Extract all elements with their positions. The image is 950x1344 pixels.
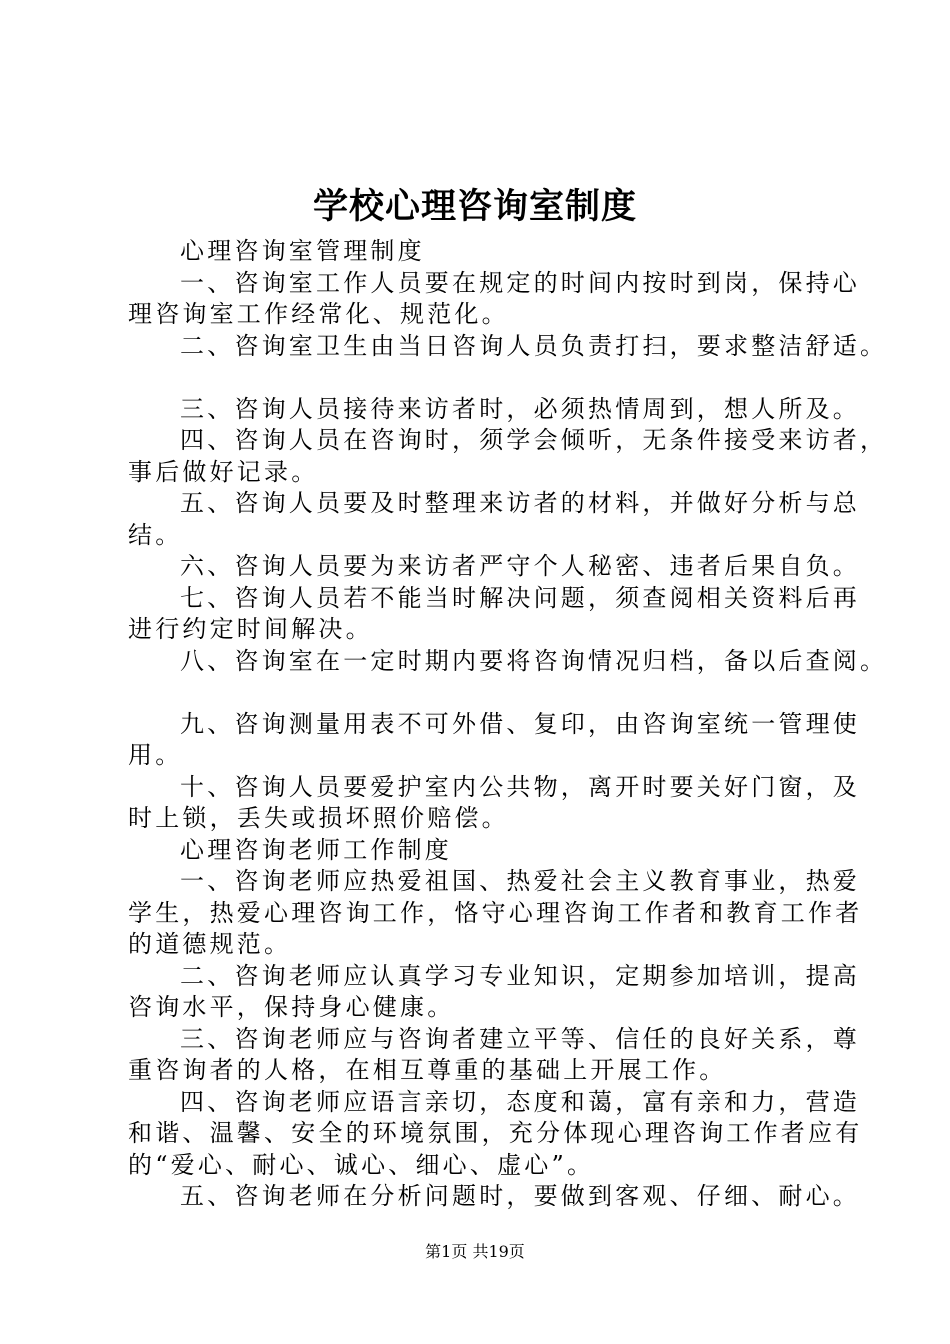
- paragraph-line: 五、咨询人员要及时整理来访者的材料，并做好分析与总: [180, 489, 860, 517]
- paragraph-line: 七、咨询人员若不能当时解决问题，须查阅相关资料后再: [180, 583, 860, 612]
- paragraph-line: 的“爱心、耐心、诚心、细心、虚心”。: [128, 1150, 595, 1179]
- document-title: 学校心理咨询室制度: [312, 186, 637, 227]
- paragraph-line: 九、咨询测量用表不可外借、复印，由咨询室统一管理使: [180, 709, 860, 738]
- paragraph-line: 一、咨询老师应热爱祖国、热爱社会主义教育事业，热爱: [180, 867, 860, 895]
- paragraph-line: 咨询水平，保持身心健康。: [128, 993, 455, 1021]
- paragraph-line: 三、咨询人员接待来访者时，必须热情周到，想人所及。: [180, 394, 860, 423]
- paragraph-line: 四、咨询老师应语言亲切，态度和蔼，富有亲和力，营造: [180, 1087, 860, 1116]
- paragraph-line: 十、咨询人员要爱护室内公共物，离开时要关好门窗，及: [180, 772, 860, 801]
- paragraph-line: 结。: [128, 520, 183, 549]
- paragraph-line: 进行约定时间解决。: [128, 615, 373, 643]
- paragraph-line: 五、咨询老师在分析问题时，要做到客观、仔细、耐心。: [180, 1182, 860, 1210]
- paragraph-line: 六、咨询人员要为来访者严守个人秘密、违者后果自负。: [180, 552, 860, 580]
- paragraph-line: 和谐、温馨、安全的环境氛围，充分体现心理咨询工作者应有: [128, 1119, 863, 1147]
- document-body: [128, 236, 888, 1213]
- paragraph-line: 八、咨询室在一定时期内要将咨询情况归档，备以后查阅。: [180, 646, 888, 675]
- paragraph-line: 理咨询室工作经常化、规范化。: [128, 300, 509, 328]
- page-number-footer: 第1页 共19页: [425, 1242, 525, 1261]
- paragraph-line: 四、咨询人员在咨询时，须学会倾听，无条件接受来访者，: [180, 426, 888, 454]
- blank-line: [128, 362, 854, 394]
- paragraph-line: 事后做好记录。: [128, 457, 319, 486]
- paragraph-line: 时上锁，丢失或损坏照价赔偿。: [128, 804, 509, 832]
- paragraph-line: 的道德规范。: [128, 930, 292, 958]
- paragraph-line: 用。: [128, 741, 183, 769]
- paragraph-line: 一、咨询室工作人员要在规定的时间内按时到岗，保持心: [180, 268, 860, 297]
- paragraph-line: 学生，热爱心理咨询工作，恪守心理咨询工作者和教育工作者: [128, 898, 863, 927]
- blank-line: [128, 677, 854, 709]
- paragraph-line: 二、咨询室卫生由当日咨询人员负责打扫，要求整洁舒适。: [180, 331, 888, 360]
- paragraph-line: 重咨询者的人格，在相互尊重的基础上开展工作。: [128, 1056, 727, 1084]
- paragraph-line: 二、咨询老师应认真学习专业知识，定期参加培训，提高: [180, 961, 860, 990]
- section-heading-management: 心理咨询室管理制度: [180, 237, 425, 265]
- section-heading-teacher: 心理咨询老师工作制度: [180, 835, 452, 864]
- paragraph-line: 三、咨询老师应与咨询者建立平等、信任的良好关系，尊: [180, 1024, 860, 1053]
